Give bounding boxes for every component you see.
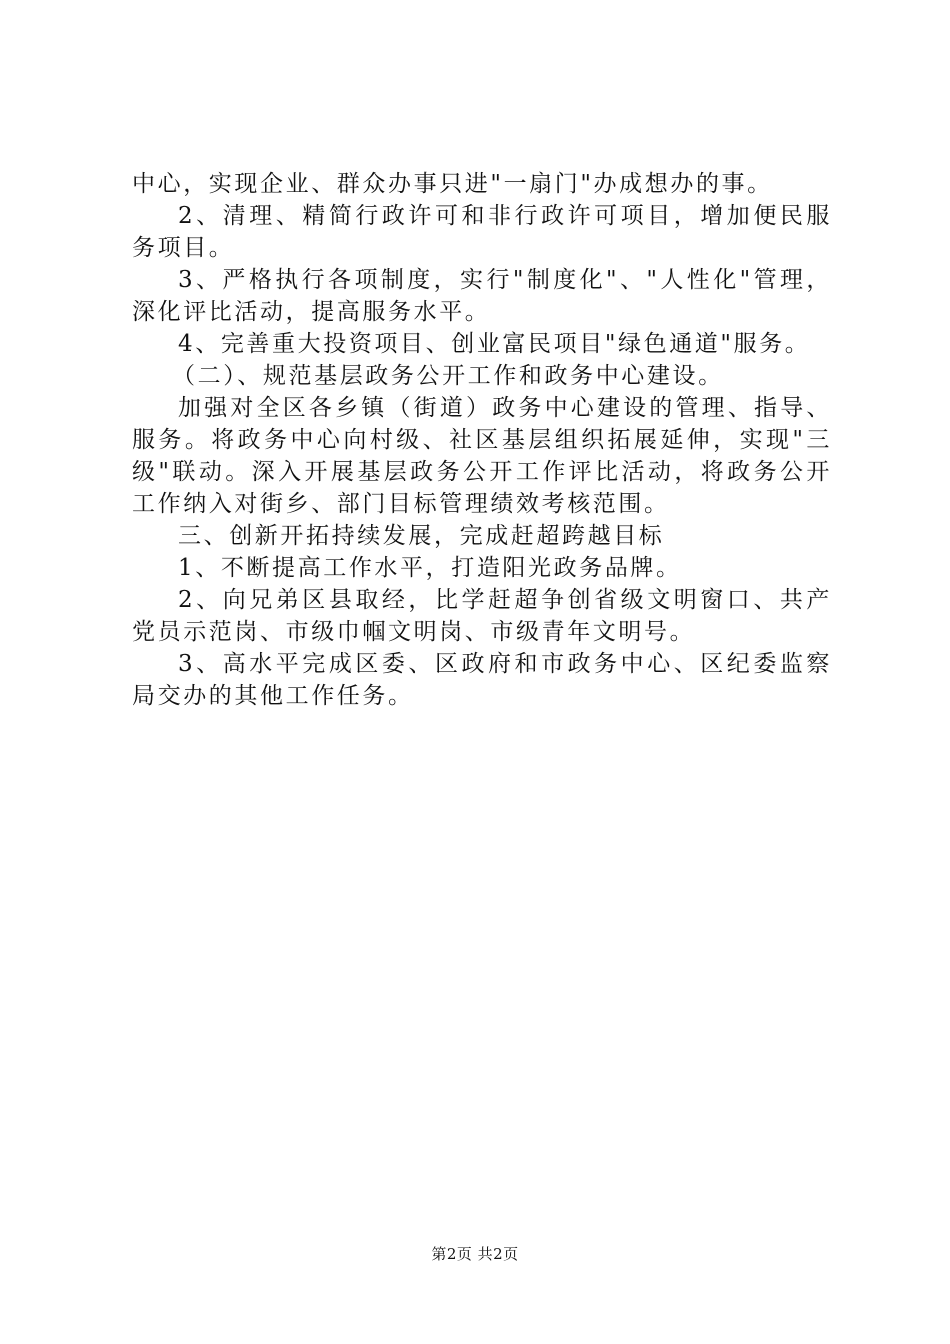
section-heading-3: 三、创新开拓持续发展，完成赶超跨越目标 [178, 523, 665, 549]
paragraph-item-3-3: 3、高水平完成区委、区政府和市政务中心、区纪委监察局交办的其他工作任务。 [132, 651, 832, 709]
paragraph-item-3-1: 1、不断提高工作水平，打造阳光政务品牌。 [178, 555, 682, 581]
paragraph-continuation: 中心，实现企业、群众办事只进"一扇门"办成想办的事。 [132, 171, 773, 197]
paragraph-item-3: 3、严格执行各项制度，实行"制度化"、"人性化"管理，深化评比活动，提高服务水平。 [132, 267, 832, 325]
document-body [132, 168, 832, 712]
page-number-footer: 第2页 共2页 [431, 1245, 519, 1263]
paragraph-item-2: 2、清理、精简行政许可和非行政许可项目，增加便民服务项目。 [132, 203, 832, 261]
paragraph-section-2-body: 加强对全区各乡镇（街道）政务中心建设的管理、指导、服务。将政务中心向村级、社区基层组织拓展延伸，实现"三级"联动。深入开展基层政务公开工作评比活动，将政务公开工作纳入对街乡、部门目标管理绩效考核范围。 [132, 395, 832, 517]
paragraph-item-4: 4、完善重大投资项目、创业富民项目"绿色通道"服务。 [178, 331, 811, 357]
section-heading-2: （二）、规范基层政务公开工作和政务中心建设。 [172, 363, 724, 389]
paragraph-item-3-2: 2、向兄弟区县取经，比学赶超争创省级文明窗口、共产党员示范岗、市级巾帼文明岗、市级青年文明号。 [132, 587, 832, 645]
